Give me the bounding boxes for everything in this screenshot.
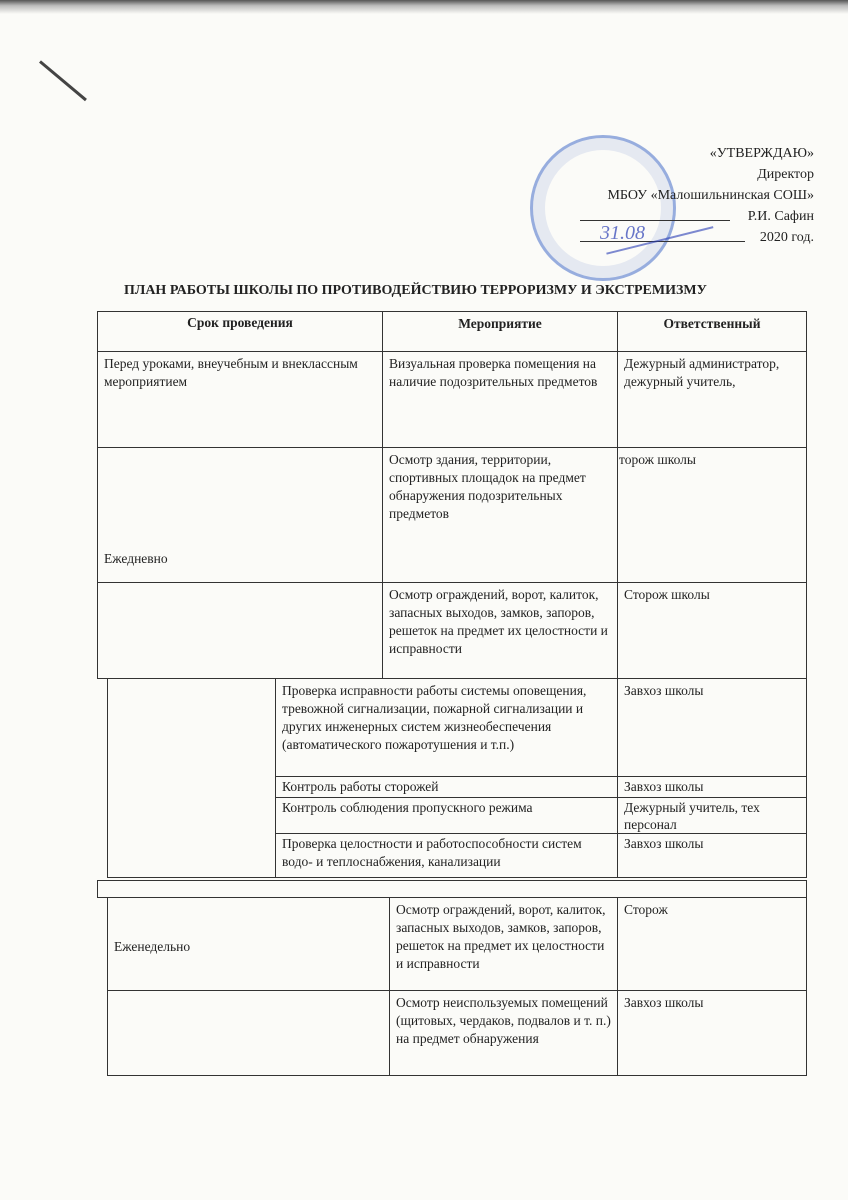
cell-responsible: Завхоз школы	[617, 833, 807, 878]
cell-event: Осмотр ограждений, ворот, калиток, запасных выходов, замков, запоров, решеток на предмет их целостности и исправности	[382, 582, 618, 679]
header-responsible: Ответственный	[617, 311, 807, 352]
cell-event: Осмотр неиспользуемых помещений (щитовых, чердаков, подвалов и т. п.) на предмет обнаружения	[389, 990, 618, 1076]
cell-responsible: Дежурный администратор, дежурный учитель,	[617, 351, 807, 448]
header-event: Мероприятие	[382, 311, 618, 352]
cell-event: Осмотр здания, территории, спортивных площадок на предмет обнаружения подозрительных предметов	[382, 447, 618, 583]
scan-edge	[0, 0, 848, 14]
signature-date: 31.08	[600, 222, 645, 244]
page-title: ПЛАН РАБОТЫ ШКОЛЫ ПО ПРОТИВОДЕЙСТВИЮ ТЕРРОРИЗМУ И ЭКСТРЕМИЗМУ	[124, 283, 707, 298]
cell-responsible: Завхоз школы	[617, 990, 807, 1076]
cell-term: Еженедельно	[107, 897, 390, 991]
cell-event: Осмотр ограждений, ворот, калиток, запасных выходов, замков, запоров, решеток на предмет их целостности и исправности	[389, 897, 618, 991]
header-term: Срок проведения	[97, 311, 383, 352]
approve-label: «УТВЕРЖДАЮ»	[709, 146, 814, 161]
cell-event: Проверка исправности работы системы оповещения, тревожной сигнализации, пожарной сигнализации и других инженерных систем жизнеобеспечения (автоматического пожаротушения и т.п.)	[275, 678, 618, 777]
cell-event: Контроль работы сторожей	[275, 776, 618, 798]
cell-event: Визуальная проверка помещения на наличие подозрительных предметов	[382, 351, 618, 448]
cell-responsible: Сторож	[617, 897, 807, 991]
position: Директор	[757, 167, 814, 182]
cell-responsible: Сторож школы	[617, 582, 807, 679]
cell-responsible: торож школы	[617, 447, 807, 583]
cell-event: Проверка целостности и работоспособности систем водо- и теплоснабжения, канализации	[275, 833, 618, 878]
cell-responsible: Завхоз школы	[617, 678, 807, 777]
cell-responsible: Завхоз школы	[617, 776, 807, 798]
director-name: Р.И. Сафин	[747, 209, 814, 224]
cell-term	[107, 678, 276, 878]
year: 2020 год.	[759, 230, 814, 245]
cell-term: Ежедневно	[97, 447, 383, 583]
cell-term	[107, 990, 390, 1076]
cell-term	[97, 582, 383, 679]
organization: МБОУ «Малошильнинская СОШ»	[607, 188, 814, 203]
cell-responsible: Дежурный учитель, тех персонал	[617, 797, 807, 834]
spacer-row	[97, 880, 807, 898]
cell-event: Контроль соблюдения пропускного режима	[275, 797, 618, 834]
pen-mark	[39, 60, 87, 101]
cell-term: Перед уроками, внеучебным и внеклассным мероприятием	[97, 351, 383, 448]
